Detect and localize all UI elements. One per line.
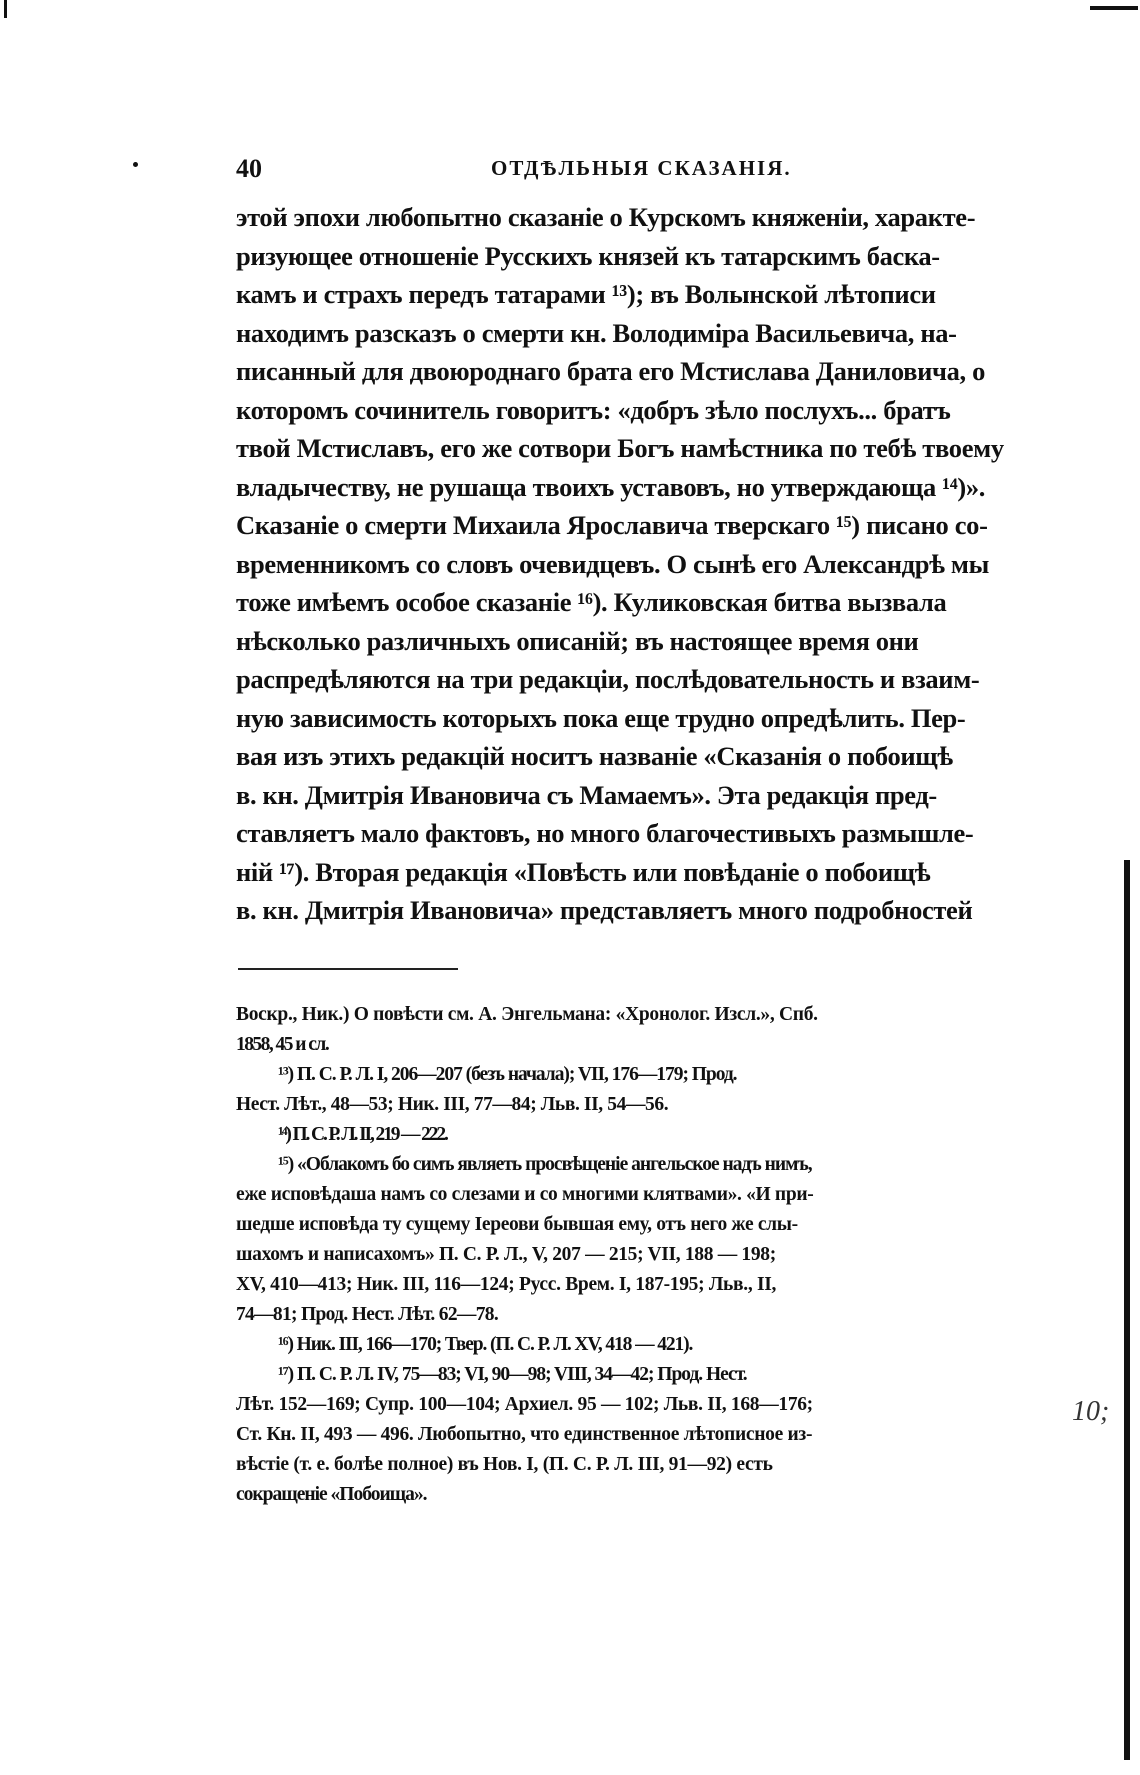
scan-dot [133,162,138,167]
text-line: тоже имѣемъ особое сказаніе ¹⁶). Куликовская битва вызвала [236,587,947,617]
text-line: владычеству, не рушаща твоихъ уставовъ, но утверждающа ¹⁴)». [236,471,986,502]
footnote-line: еже исповѣдаша намъ со слезами и со многими клятвами». «И при- [236,1183,814,1205]
footnote-line: ¹⁵) «Облакомъ бо симъ являеть просвѣщеніе ангельское надъ нимъ, [278,1153,812,1175]
footnote-line: ¹⁶) Ник. III, 166—170; Твер. (П. С. Р. Л. XV, 418 — 421). [278,1333,693,1355]
page-header [236,150,1036,192]
footnote-line: ¹⁷) П. С. Р. Л. IV, 75—83; VI, 90—98; VIII, 34—42; Прод. Нест. [278,1363,747,1385]
footnotes [236,1000,1036,1510]
text-line: этой эпохи любопытно сказаніе о Курскомъ княженіи, характе- [236,202,976,232]
scan-edge-right [1124,860,1130,1760]
text-line: камъ и страхъ передъ татарами ¹³); въ Волынской лѣтописи [236,279,936,309]
footnote-line: сокращеніе «Побоища». [236,1483,427,1505]
text-line: твой Мстиславъ, его же сотвори Богъ намѣстника по тебѣ твоему [236,433,1004,463]
footnote-line: ¹³) П. С. Р. Л. I, 206—207 (безъ начала); VII, 176—179; Прод. [278,1063,737,1085]
text-line: писанный для двоюроднаго брата его Мстислава Даниловича, о [236,356,985,386]
scan-edge-left [4,0,7,18]
text-line: которомъ сочинитель говоритъ: «добръ зѣло послухъ... братъ [236,394,951,425]
scan-edge-top-right [1090,6,1138,10]
text-line: находимъ разсказъ о смерти кн. Володиміра Васильевича, на- [236,317,957,348]
footnote-line: Лѣт. 152—169; Супр. 100—104; Архиел. 95 — 102; Льв. II, 168—176; [236,1393,813,1415]
main-text [236,198,1036,930]
text-line: ную зависимость которыхъ пока еще трудно опредѣлить. Пер- [236,702,966,733]
footnote-line: вѣстіе (т. е. болѣе полное) въ Нов. I, (П. С. Р. Л. III, 91—92) есть [236,1453,773,1475]
footnote-line: Воскр., Ник.) О повѣсти см. А. Энгельмана: «Хронолог. Изсл.», Спб. [236,1003,818,1025]
text-line: ній ¹⁷). Вторая редакція «Повѣсть или повѣданіе о побоищѣ [236,856,931,887]
footnote-line: ¹⁴) П. С. Р. Л. II, 219 — 222. [278,1123,447,1145]
footnote-rule [238,968,458,970]
text-line: нѣсколько различныхъ описаній; въ настоящее время они [236,625,919,656]
footnote-line: шедше исповѣда ту сущему Іереови бывшая ему, отъ него же слы- [236,1213,798,1235]
footnote-line: Нест. Лѣт., 48—53; Ник. III, 77—84; Льв. II, 54—56. [236,1093,669,1115]
book-page [236,150,1036,1510]
footnote-line: шахомъ и написахомъ» П. С. Р. Л., V, 207 — 215; VII, 188 — 198; [236,1243,776,1265]
footnote-line: XV, 410—413; Ник. III, 116—124; Русс. Врем. I, 187-195; Льв., II, [236,1273,777,1295]
footnote-line: 1858, 45 и сл. [236,1033,329,1055]
footnote-line: 74—81; Прод. Нест. Лѣт. 62—78. [236,1303,499,1325]
text-line: временникомъ со словъ очевидцевъ. О сынѣ его Александрѣ мы [236,548,989,579]
text-line: в. кн. Дмитрія Ивановича съ Мамаемъ». Эта редакція пред- [236,779,937,810]
margin-handwritten-note: 10; [1072,1396,1110,1427]
text-line: ризующее отношеніе Русскихъ князей къ татарскимъ баска- [236,240,940,271]
footnote-line: Ст. Кн. II, 493 — 496. Любопытно, что единственное лѣтописное из- [236,1423,813,1445]
text-line: Сказаніе о смерти Михаила Ярославича тверскаго ¹⁵) писано со- [236,510,988,540]
running-title: ОТДѢЛЬНЫЯ СКАЗАНІЯ. [491,156,792,180]
page-number: 40 [236,154,262,183]
text-line: распредѣляются на три редакціи, послѣдовательность и взаим- [236,664,980,694]
text-line: в. кн. Дмитрія Ивановича» представляетъ много подробностей [236,895,973,925]
text-line: вая изъ этихъ редакцій носитъ названіе «Сказанія о побоищѣ [236,741,953,771]
text-line: ставляетъ мало фактовъ, но много благочестивыхъ размышле- [236,818,974,848]
